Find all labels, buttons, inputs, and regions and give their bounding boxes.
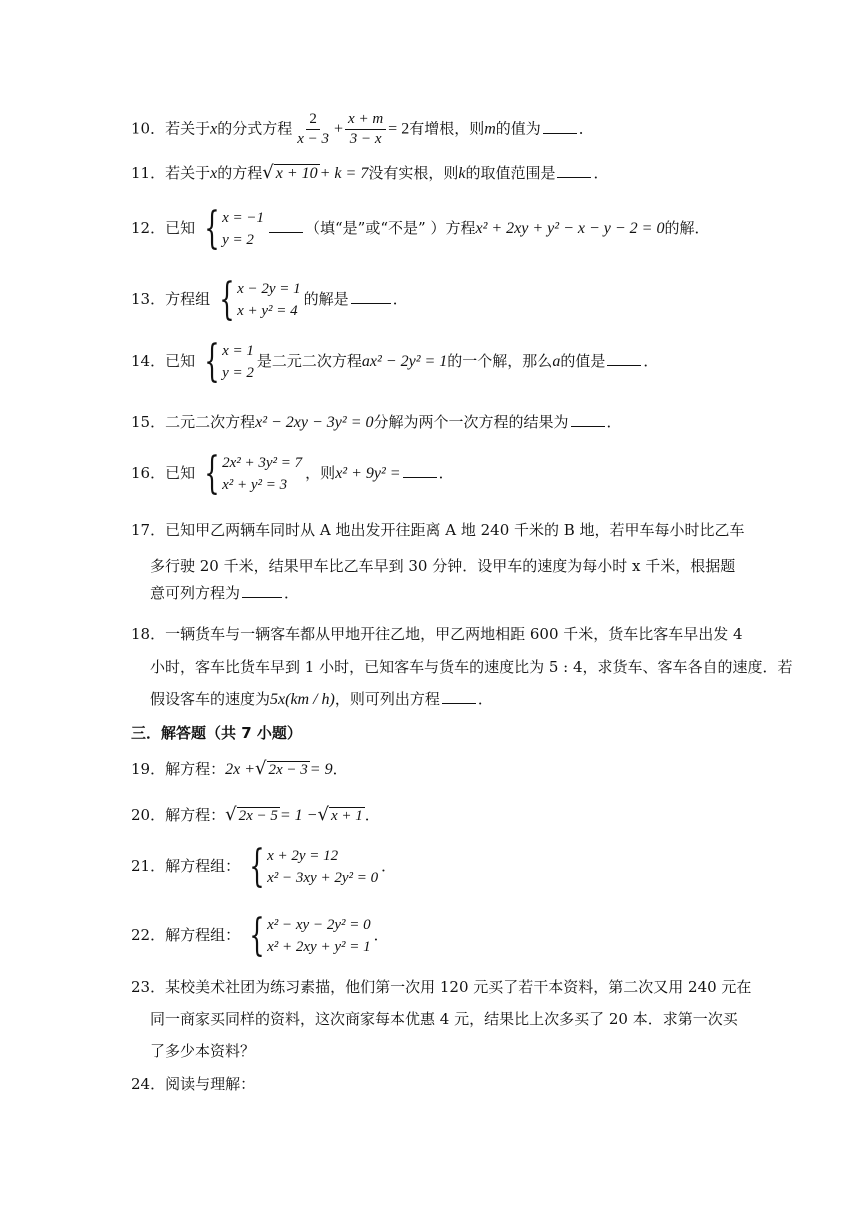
text: 有增根，则: [409, 119, 485, 138]
answer-blank[interactable]: [571, 412, 605, 427]
denominator: 3 − x: [349, 131, 382, 147]
question-19: [131, 758, 348, 779]
text: 二元二次方程: [165, 413, 256, 431]
text: 解方程：: [165, 760, 226, 778]
text: ．: [606, 413, 622, 431]
text-line: 某校美术社团为练习素描，他们第一次用 120 元买了若干本资料，第二次又用 240 元在: [165, 978, 752, 996]
question-number: 18．: [131, 625, 166, 643]
question-number: 24．: [131, 1075, 166, 1093]
question-10: [131, 110, 594, 149]
answer-blank[interactable]: [269, 218, 303, 233]
equation-part: 2x +: [225, 761, 256, 778]
text: 的解是: [303, 290, 349, 308]
question-18: [131, 623, 743, 644]
equation: x² + 2xy + y² − x − y − 2 = 0: [475, 220, 665, 237]
text: 的取值范围是: [465, 164, 556, 182]
text: ．: [593, 164, 609, 182]
system-row: x − 2y = 1: [237, 281, 301, 297]
variable: x: [210, 120, 218, 138]
sqrt: [255, 758, 310, 779]
question-18-line-2: [150, 656, 793, 677]
radical-sign: √: [262, 162, 274, 183]
question-number: 16．: [131, 464, 166, 482]
sqrt: [225, 804, 280, 825]
numerator: 2: [306, 110, 320, 130]
equation: x² + 9y² =: [335, 465, 401, 482]
text: ．: [332, 760, 348, 778]
question-17-line-3: [150, 582, 299, 603]
question-number: 13．: [131, 290, 166, 308]
answer-blank[interactable]: [403, 463, 437, 478]
text: ．: [284, 584, 300, 602]
text: 解方程：: [165, 806, 226, 824]
text: （填“是”或“不是” ）方程: [305, 219, 476, 237]
text: 是二元二次方程: [256, 352, 362, 370]
question-number: 10．: [131, 119, 166, 138]
text: ，则可列出方程: [334, 690, 440, 708]
radicand: x + 1: [330, 808, 363, 824]
text: ，则: [305, 464, 336, 482]
brace: {: [204, 448, 220, 499]
system-row: x + y² = 4: [237, 303, 298, 319]
radical-sign: √: [317, 804, 329, 825]
text: 已知: [165, 219, 196, 237]
variable: a: [552, 353, 561, 370]
question-number: 11．: [131, 164, 166, 182]
text-line: 多行驶 20 千米，结果甲车比乙车早到 30 分钟．设甲车的速度为每小时 x 千米，根据题: [150, 557, 736, 575]
question-17-line-2: [150, 555, 735, 576]
question-number: 22．: [131, 926, 166, 944]
text-line: 意可列方程为: [150, 584, 241, 602]
question-24: [131, 1073, 255, 1094]
question-number: 14．: [131, 352, 166, 370]
question-number: 19．: [131, 760, 166, 778]
text: 分解为两个一次方程的结果为: [373, 413, 569, 431]
answer-blank[interactable]: [607, 351, 641, 366]
sqrt: [317, 804, 364, 825]
text: 的方程: [217, 164, 263, 182]
question-11: [131, 162, 608, 183]
equation: ax² − 2y² = 1: [361, 353, 448, 370]
question-17: [131, 519, 745, 540]
system-row: x² − xy − 2y² = 0: [267, 917, 371, 933]
equation-system: [198, 203, 265, 254]
text-line: 已知甲乙两辆车同时从 A 地出发开往距离 A 地 240 千米的 B 地，若甲车每小时比乙车: [165, 521, 745, 539]
equation-system: [213, 274, 301, 325]
brace: {: [204, 203, 220, 254]
text: 阅读与理解：: [165, 1075, 256, 1093]
answer-blank[interactable]: [242, 583, 282, 598]
brace: {: [249, 910, 265, 961]
answer-blank[interactable]: [442, 689, 476, 704]
operator: +: [334, 120, 344, 138]
text: 方程组: [165, 290, 211, 308]
variable: x: [210, 165, 218, 182]
question-12: [131, 203, 710, 254]
system-row: y = 2: [222, 232, 254, 248]
numerator: x + m: [345, 110, 386, 130]
equation-system: [198, 336, 254, 387]
equation-part: + k = 7: [319, 165, 369, 182]
section-heading: 三．解答题（共 7 小题）: [131, 724, 302, 742]
system-row: y = 2: [222, 365, 254, 381]
question-18-line-3: [150, 688, 493, 709]
text: 假设客车的速度为: [150, 690, 271, 708]
question-20: [131, 804, 380, 825]
text-line: 小时，客车比货车早到 1 小时，已知客车与货车的速度比为 5 : 4，求货车、客车各自的速度．若: [150, 658, 793, 676]
brace: {: [249, 841, 265, 892]
brace: {: [204, 336, 220, 387]
question-number: 15．: [131, 413, 166, 431]
sqrt: [262, 162, 319, 183]
text: 的值是: [560, 352, 606, 370]
denominator: x − 3: [297, 131, 330, 147]
text: ．: [477, 690, 493, 708]
question-22: [131, 910, 389, 961]
text-line: 同一商家买同样的资料，这次商家每本优惠 4 元，结果比上次多买了 20 本．求第一次买: [150, 1010, 738, 1028]
question-23: [131, 976, 751, 997]
variable: k: [458, 165, 466, 182]
radical-sign: √: [255, 758, 267, 779]
question-23-line-3: [150, 1040, 255, 1061]
equation-part: = 1 −: [279, 807, 318, 824]
brace: {: [219, 274, 235, 325]
text: ．: [578, 119, 594, 138]
text: 的解．: [664, 219, 710, 237]
equation-part: = 2: [388, 120, 410, 138]
question-number: 20．: [131, 806, 166, 824]
equation: x² − 2xy − 3y² = 0: [255, 414, 374, 431]
radicand: 2x − 3: [268, 762, 308, 778]
text: ．: [643, 352, 659, 370]
text: 的分式方程: [217, 119, 293, 138]
text-line: 一辆货车与一辆客车都从甲地开往乙地，甲乙两地相距 600 千米，货车比客车早出发 4: [165, 625, 743, 643]
radicand: x + 10: [275, 165, 318, 182]
text: ．: [392, 290, 408, 308]
text: 若关于: [165, 119, 211, 138]
text: ．: [364, 806, 380, 824]
question-number: 17．: [131, 521, 166, 539]
text: 已知: [165, 464, 196, 482]
equation-part: = 9: [309, 761, 333, 778]
system-row: x = −1: [222, 210, 265, 226]
text: ．: [438, 464, 454, 482]
text: 已知: [165, 352, 196, 370]
system-row: x = 1: [222, 343, 254, 359]
question-16: [131, 448, 454, 499]
question-15: [131, 411, 622, 432]
question-number: 23．: [131, 978, 166, 996]
text: 解方程组：: [165, 926, 241, 944]
text: 的一个解，那么: [447, 352, 553, 370]
system-row: x + 2y = 12: [267, 848, 339, 864]
text: ．: [373, 926, 389, 944]
answer-blank[interactable]: [543, 119, 577, 134]
text-line: 了多少本资料？: [150, 1042, 256, 1060]
equation-system: [243, 841, 379, 892]
question-number: 21．: [131, 857, 166, 875]
variable: m: [484, 120, 496, 138]
fraction: [294, 110, 332, 149]
text: 若关于: [165, 164, 211, 182]
equation-system: [198, 448, 303, 499]
system-row: 2x² + 3y² = 7: [222, 455, 303, 471]
question-14: [131, 336, 659, 387]
system-row: x² + y² = 3: [222, 477, 288, 493]
fraction: [345, 110, 386, 149]
system-row: x² + 2xy + y² = 1: [267, 939, 371, 955]
question-21: [131, 841, 397, 892]
question-23-line-2: [150, 1008, 738, 1029]
answer-blank[interactable]: [351, 289, 391, 304]
system-row: x² − 3xy + 2y² = 0: [267, 870, 379, 886]
text: 解方程组：: [165, 857, 241, 875]
expression: 5x(km / h): [270, 691, 335, 708]
text: ．: [381, 857, 397, 875]
text: 的值为: [495, 119, 541, 138]
question-13: [131, 274, 408, 325]
radical-sign: √: [225, 804, 237, 825]
answer-blank[interactable]: [557, 163, 591, 178]
equation-system: [243, 910, 371, 961]
text: 没有实根，则: [368, 164, 459, 182]
radicand: 2x − 5: [238, 808, 278, 824]
question-number: 12．: [131, 219, 166, 237]
